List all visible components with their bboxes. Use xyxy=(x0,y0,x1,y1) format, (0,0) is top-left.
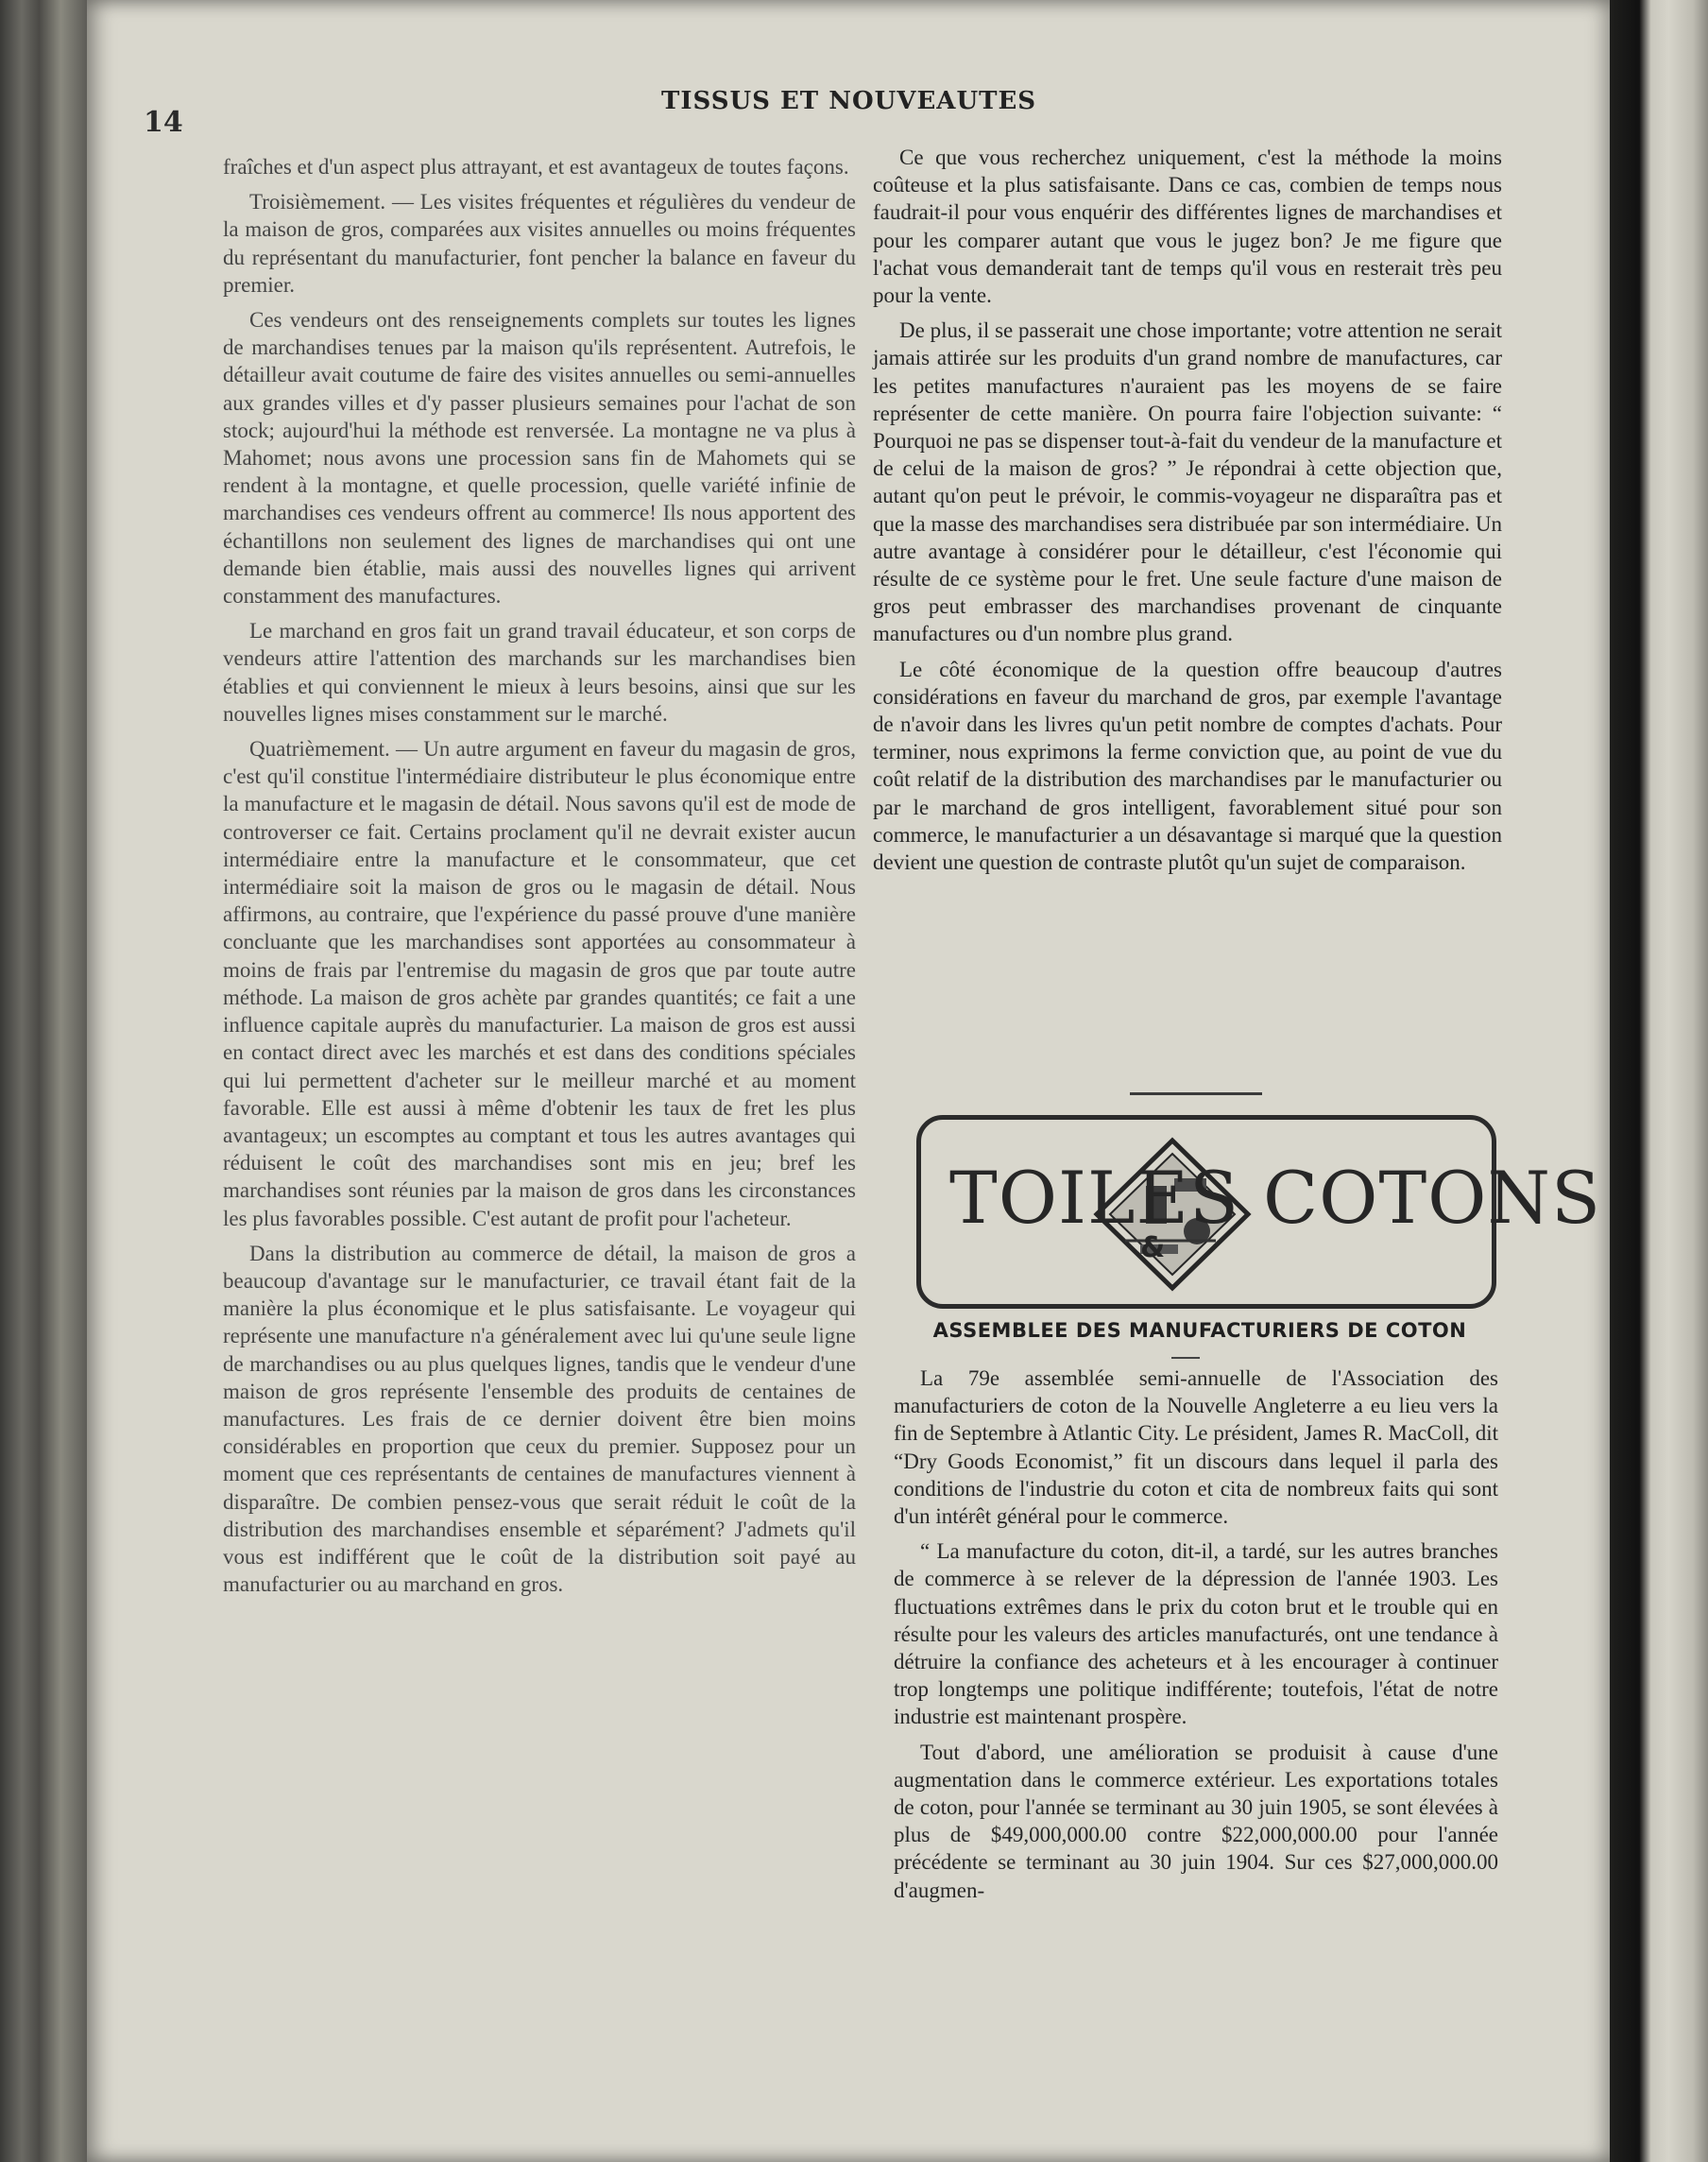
heading-rule xyxy=(1171,1357,1200,1359)
section-heading: ASSEMBLEE DES MANUFACTURIERS DE COTON xyxy=(932,1319,1467,1342)
running-title: TISSUS ET NOUVEAUTES xyxy=(661,87,1037,115)
section-body xyxy=(894,1364,1498,1904)
right-column xyxy=(873,144,1502,876)
facing-page-edge xyxy=(1610,0,1708,2162)
paragraph: Ces vendeurs ont des renseignements complets sur toutes les lignes de marchandises tenues par la maison qu'ils représentent. Autrefois, le détailleur avait coutume de faire des visites annuelles ou semi-annuelles aux grandes villes et d'y passer plusieurs semaines pour l'achat de son stock; aujourd'hui la méthode est renversée. La montagne ne va plus à Mahomet; nous avons une procession sans fin de Mahomets qui se rendent à la montagne, et quelle procession, quelle variété infinie de marchandises ces vendeurs offrent au commerce! Ils nous apportent des échantillons non seulement des lignes de marchandises qui ont une demande bien établie, mais aussi des nouvelles lignes qui arrivent constamment des manufactures. xyxy=(223,308,856,609)
logo-ampersand: & xyxy=(1140,1231,1166,1264)
paragraph: Le marchand en gros fait un grand travail éducateur, et son corps de vendeurs attire l'attention des marchands sur les marchandises bien établies et qui conviennent le mieux à leurs besoins, ainsi que sur les nouvelles lignes mises constamment sur le marché. xyxy=(223,619,856,726)
paragraph: La 79e assemblée semi-annuelle de l'Association des manufacturiers de coton de la Nouvelle Angleterre a eu lieu vers la fin de Septembre à Atlantic City. Le président, James R. MacColl, dit “Dry Goods Economist,” fit un discours dans lequel il parla des conditions de l'industrie du coton et cita de nombreux faits qui sont d'un intérêt général pour le commerce. xyxy=(894,1366,1498,1529)
toiles-cotons-logo xyxy=(916,1115,1602,1309)
paragraph: Quatrièmement. — Un autre argument en faveur du magasin de gros, c'est qu'il constitue l'intermédiaire distributeur le plus économique entre la manufacture et le magasin de détail. Nous savons qu'il est de mode de controverser ce fait. Certains proclament qu'il ne devrait exister aucun intermédiaire entre la manufacture et le consommateur, que cet intermédiaire soit la maison de gros ou le magasin de détail. Nous affirmons, au contraire, que l'expérience du passé prouve d'une manière concluante que les marchandises sont apportées au consommateur à moins de frais par l'entremise du magasin de gros que par toute autre méthode. La maison de gros achète par grandes quantités; ce fait a une influence capitale auprès du manufacturier. La maison de gros est aussi en contact direct avec les marchés et est dans des conditions spéciales qui lui permettent d'acheter sur le meilleur marché et au moment favorable. Elle est aussi à même d'obtenir les taux de fret les plus avantageux; un escomptes au comptant et tous les autres avantages qui réduisent le coût des marchandises sont mis en jeu; bref les marchandises sont réunies par la maison de gros dans les circonstances les plus favorables possible. C'est autant de profit pour l'acheteur. xyxy=(223,737,856,1230)
paragraph: De plus, il se passerait une chose importante; votre attention ne serait jamais attirée sur les produits d'un grand nombre de manufactures, car les petites manufactures n'auraient pas les moyens de se faire représenter de cette manière. On pourra faire l'objection suivante: “ Pourquoi ne pas se dispenser tout-à-fait du vendeur de la manufacture et de celui de la maison de gros? ” Je répondrai à cette objection que, autant qu'on peut le prévoir, le commis-voyageur ne disparaîtra pas et que la masse des marchandises sera distribuée par son intermédiaire. Un autre avantage à considérer pour le détailleur, c'est l'économie qui résulte de ce système pour le fret. Une seule facture d'une maison de gros peut embrasser des marchandises provenant de cinquante manufactures ou d'un nombre plus grand. xyxy=(873,318,1502,646)
logo-word-cotons: COTONS xyxy=(1263,1156,1602,1240)
paragraph: Dans la distribution au commerce de détail, la maison de gros a beaucoup d'avantage sur le manufacturier, ce travail étant fait de la manière la plus économique et le plus satisfaisante. Le voyageur qui représente une manufacture n'a généralement avec lui qu'une seule ligne de marchandises ou au plus quelques lignes, tandis que le vendeur d'une maison de gros représente l'ensemble des produits de centaines de manufactures. Les frais de ce dernier doivent être bien moins considérables en proportion que ceux du premier. Supposez pour un moment que ces représentants de centaines de manufactures viennent à disparaître. De combien pensez-vous que serait réduit le coût de la distribution des marchandises ensemble et séparément? J'admets qu'il vous est indifférent que le coût de la distribution soit payé au manufacturier ou au marchand en gros. xyxy=(223,1241,856,1597)
page-number: 14 xyxy=(144,106,183,139)
paragraph: Le côté économique de la question offre beaucoup d'autres considérations en faveur du marchand de gros, par exemple l'avantage de n'avoir dans les livres qu'un petit nombre de comptes d'achats. Pour terminer, nous exprimons la ferme conviction que, au point de vue du coût relatif de la distribution des marchandises par le manufacturier ou par le marchand de gros intelligent, favorablement situé pour son commerce, le manufacturier a un désavantage si marqué que la question devient une question de contraste plutôt qu'un sujet de comparaison. xyxy=(873,657,1502,875)
left-column xyxy=(223,153,856,1598)
section-divider xyxy=(1130,1092,1262,1095)
logo-word-toiles: TOILES xyxy=(949,1156,1240,1240)
book-spine-edge xyxy=(0,0,87,2162)
paragraph: “ La manufacture du coton, dit-il, a tardé, sur les autres branches de commerce à se relever de la dépression de l'année 1903. Les fluctuations extrêmes dans le prix du coton brut et le trouble qui en résulte pour les valeurs des articles manufacturés, ont une tendance à détruire la confiance des acheteurs et à les encourager à continuer trop longtemps une politique indifférente; toutefois, l'état de notre industrie est maintenant prospère. xyxy=(894,1539,1498,1729)
paragraph: Tout d'abord, une amélioration se produisit à cause d'une augmentation dans le commerce extérieur. Les exportations totales de coton, pour l'année se terminant au 30 juin 1905, se sont élevées à plus de $49,000,000.00 contre $22,000,000.00 pour l'année précédente se terminant au 30 juin 1904. Sur ces $27,000,000.00 d'augmen- xyxy=(894,1740,1498,1902)
paragraph: fraîches et d'un aspect plus attrayant, et est avantageux de toutes façons. xyxy=(223,155,849,179)
paragraph: Ce que vous recherchez uniquement, c'est la méthode la moins coûteuse et la plus satisfaisante. Dans ce cas, combien de temps nous faudrait-il pour vous enquérir des différentes lignes de marchandises et pour les comparer autant que vous le jugez bon? Je me figure que l'achat vous demanderait tant de temps qu'il vous en resterait très peu pour la vente. xyxy=(873,146,1502,308)
paragraph: Troisièmement. — Les visites fréquentes et régulières du vendeur de la maison de gros, comparées aux visites annuelles ou moins fréquentes du représentant du manufacturier, font pencher la balance en faveur du premier. xyxy=(223,190,856,297)
